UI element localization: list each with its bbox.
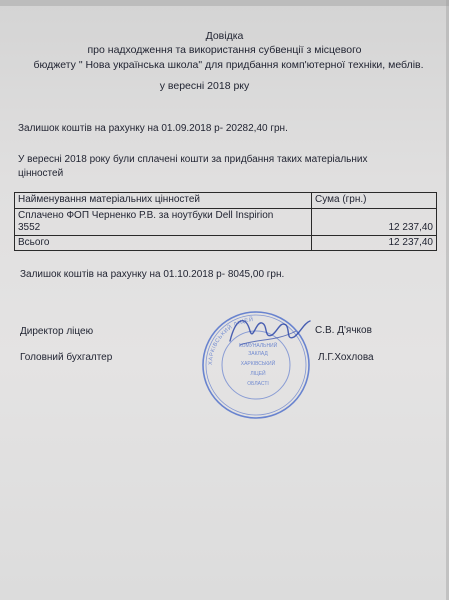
table-cell-item-name: [15, 209, 312, 236]
director-label: Директор ліцею: [20, 326, 94, 337]
balance-end-text: Залишок коштів на рахунку на 01.10.2018 р- 8045,00 грн.: [20, 269, 285, 280]
balance-start-text: Залишок коштів на рахунку на 01.09.2018 р- 20282,40 грн.: [18, 123, 288, 134]
paid-text-line-1: У вересні 2018 року були сплачені кошти за придбання таких матеріальних: [18, 154, 368, 165]
document-subtitle-line-1: про надходження та використання субвенції з місцевого: [87, 44, 362, 56]
document-title: Довідка: [205, 30, 244, 42]
stamp-text-line: ОБЛАСТІ: [247, 381, 269, 387]
table-header-name: Найменування матеріальних цінностей: [15, 193, 312, 209]
table-total-sum: 12 237,40: [312, 236, 437, 251]
accountant-name: Л.Г.Хохлова: [318, 352, 374, 363]
stamp-text-line: КОМУНАЛЬНИЙ: [238, 343, 278, 349]
table-cell-item-sum: 12 237,40: [312, 209, 437, 236]
stamp-text-line: ХАРКІВСЬКИЙ: [240, 361, 276, 367]
item-name-line-2: 3552: [18, 222, 41, 233]
stamp-text-line: ЗАКЛАД: [248, 351, 268, 357]
items-table: [14, 192, 437, 251]
director-name: С.В. Д'ячков: [315, 325, 372, 336]
svg-text:ХАРКІВСЬКИЙ ЛІЦЕЙ: ХАРКІВСЬКИЙ ЛІЦЕЙ: [207, 317, 254, 366]
table-header-row: [15, 193, 437, 209]
document-period: у вересні 2018 рку: [159, 80, 250, 92]
table-row: [15, 209, 437, 236]
paid-text-line-2: цінностей: [18, 168, 64, 179]
director-signature: [226, 311, 312, 351]
item-name-line-1: Сплачено ФОП Черненко Р.В. за ноутбуки Dell Inspirion: [18, 210, 274, 221]
stamp-text-line: ЛІЦЕЙ: [250, 371, 266, 377]
accountant-label: Головний бухгалтер: [20, 352, 113, 363]
table-total-label: Всього: [15, 236, 312, 251]
table-header-sum: Сума (грн.): [312, 193, 437, 209]
table-total-row: [15, 236, 437, 251]
document-subtitle-line-2: бюджету " Нова українська школа" для придбання комп'ютерної техніки, меблів.: [33, 59, 424, 71]
